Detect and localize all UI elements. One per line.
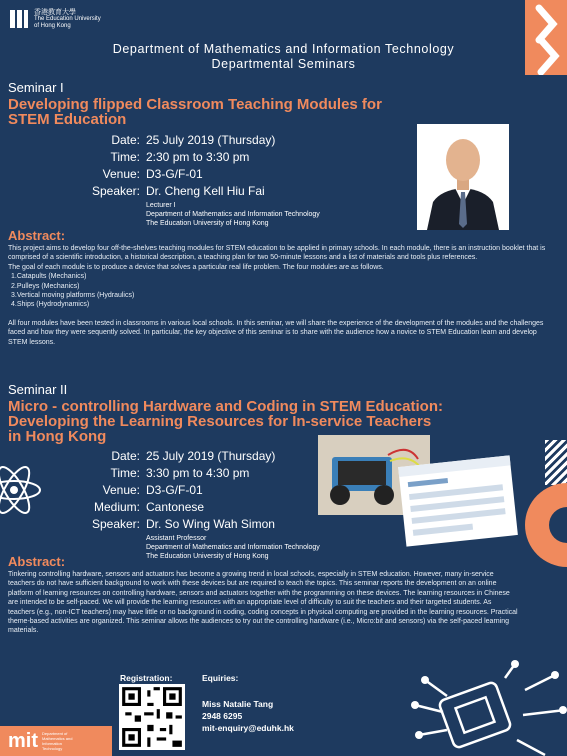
seminar1-abstract-p1: This project aims to develop four off-the-shelves teaching modules for STEM education to be applied in primary schools. In each module, there is an instruction booklet that is comprised of a scientific introduction, a historical description, a teaching plan for two 50-minute lessons and a list of materials and tools plus references. (8, 245, 546, 262)
seminar1-title (8, 97, 448, 127)
logo-line1: The Education University (34, 15, 101, 22)
seminar2-venue: D3-G/F-01 (146, 483, 203, 497)
speaker-label: Speaker: (91, 184, 140, 198)
seminar1-speaker-role: Lecturer I (146, 202, 176, 209)
seminar1-header (8, 80, 448, 127)
module-item: 1.Catapults (Mechanics) (11, 273, 87, 281)
registration-qr-code[interactable] (119, 684, 185, 750)
seminar2-abstract (8, 554, 520, 636)
contact-name: Miss Natalie Tang (202, 699, 274, 709)
circuit-chip-icon (405, 660, 567, 756)
seminar1-abstract (8, 228, 558, 347)
time-label: Time: (110, 466, 140, 480)
seminar2-title-line1: Micro - controlling Hardware and Coding in STEM Education: (8, 398, 444, 415)
seminar2-title-line2: Developing the Learning Resources for In-service Teachers (8, 413, 432, 430)
seminar2-medium: Cantonese (146, 500, 205, 514)
seminar1-title-line1: Developing flipped Classroom Teaching Modules for (8, 96, 382, 113)
seminar2-speaker-dept: Department of Mathematics and Information Technology (146, 544, 320, 551)
seminar2-date: 25 July 2019 (Thursday) (146, 449, 276, 463)
seminar-series: Departmental Seminars (211, 57, 356, 71)
seminar2-title (8, 399, 508, 444)
seminar1-abstract-p3: All four modules have been tested in classrooms in various local schools. In this seminar, we will share the experience of the development of the modules and the challenges faced and how they were sequently solved. In particular, the key objective of this seminar is to share with the audience how a novice to STEM Education learn and develop STEM lessons. (8, 319, 544, 346)
venue-label: Venue: (102, 483, 140, 497)
enquiries-label: Equiries: (202, 673, 239, 683)
seminar1-abstract-heading: Abstract: (8, 228, 66, 243)
logo-line2: of Hong Kong (34, 22, 71, 29)
dept-name: Department of Mathematics and Information Technology (112, 42, 455, 56)
module-item: 3.Vertical moving platforms (Hydraulics) (11, 292, 135, 300)
seminar1-info (0, 132, 420, 228)
module-item: 4.Ships (Hydrodynamics) (11, 301, 90, 309)
mit-logo (0, 726, 112, 756)
seminar1-time: 2:30 pm to 3:30 pm (146, 150, 250, 164)
seminar1-speaker: Dr. Cheng Kell Hiu Fai (146, 184, 265, 198)
half-circle-decoration (517, 478, 567, 573)
date-label: Date: (111, 133, 140, 147)
eduhk-logo-mark-icon (8, 8, 30, 30)
seminar2-header (8, 382, 508, 444)
date-label: Date: (111, 449, 140, 463)
medium-label: Medium: (93, 500, 140, 514)
registration-label: Registration: (120, 673, 173, 683)
time-label: Time: (110, 150, 140, 164)
mit-logo-text: mit (8, 730, 38, 752)
speaker1-photo (417, 124, 509, 230)
seminar2-label: Seminar II (8, 382, 68, 397)
contact-phone: 2948 6295 (202, 711, 243, 721)
seminar1-date: 25 July 2019 (Thursday) (146, 133, 276, 147)
seminar2-time: 3:30 pm to 4:30 pm (146, 466, 250, 480)
seminar1-venue: D3-G/F-01 (146, 167, 203, 181)
seminar1-speaker-dept: Department of Mathematics and Information Technology (146, 211, 320, 218)
page-header (0, 42, 567, 72)
eduhk-logo (8, 8, 101, 30)
seminar2-speaker-uni: The Education University of Hong Kong (146, 553, 269, 560)
seminar2-speaker: Dr. So Wing Wah Simon (146, 517, 275, 531)
seminar2-speaker-role: Assistant Professor (146, 535, 207, 542)
speaker-label: Speaker: (91, 517, 140, 531)
logo-chinese: 香港教育大學 (34, 8, 76, 16)
seminar1-modules (11, 272, 558, 310)
contact-info (202, 698, 294, 734)
mit-logo-small-text: Department of Mathematics and Information Technology (42, 731, 73, 751)
venue-label: Venue: (102, 167, 140, 181)
seminar1-speaker-uni: The Education University of Hong Kong (146, 220, 269, 227)
seminar1-title-line2: STEM Education (8, 111, 127, 128)
seminar2-website-screenshot (398, 455, 518, 547)
seminar2-abstract-heading: Abstract: (8, 554, 66, 569)
seminar2-abstract-p1: Tinkering controlling hardware, sensors and actuators has become a growing trend in local schools, especially in STEM education. However, many in-service teachers do not have sufficient background to work with these devices but are required to teach the topics. This seminar reports the development on an online platform of learning resources on controlling hardware, sensors and actuators together with the programming on these devices. The learning resources in Chinese are intended to be self-paced. We will provide the learning resources with an appropriate level of difficulty to suit the teachers and their targeted students. As teachers (e.g., non-ICT teachers) may have little or no background in coding, coding concepts in physical computing are provided in the learning resources. Practical theme-based activities are organized. This seminar allows the audiences to try out the controlling hardware (i.e., Micro:bit and sensors) via the self-paced learning materials. (8, 571, 518, 635)
seminar1-speaker-details (146, 201, 420, 228)
seminar1-label: Seminar I (8, 80, 64, 95)
seminar1-abstract-p2: The goal of each module is to produce a device that solves a particular real life problem. The four modules are as follows. (8, 263, 384, 271)
module-item: 2.Pulleys (Mechanics) (11, 282, 80, 290)
seminar2-title-line3: in Hong Kong (8, 428, 107, 445)
contact-email[interactable]: mit-enquiry@eduhk.hk (202, 723, 294, 733)
